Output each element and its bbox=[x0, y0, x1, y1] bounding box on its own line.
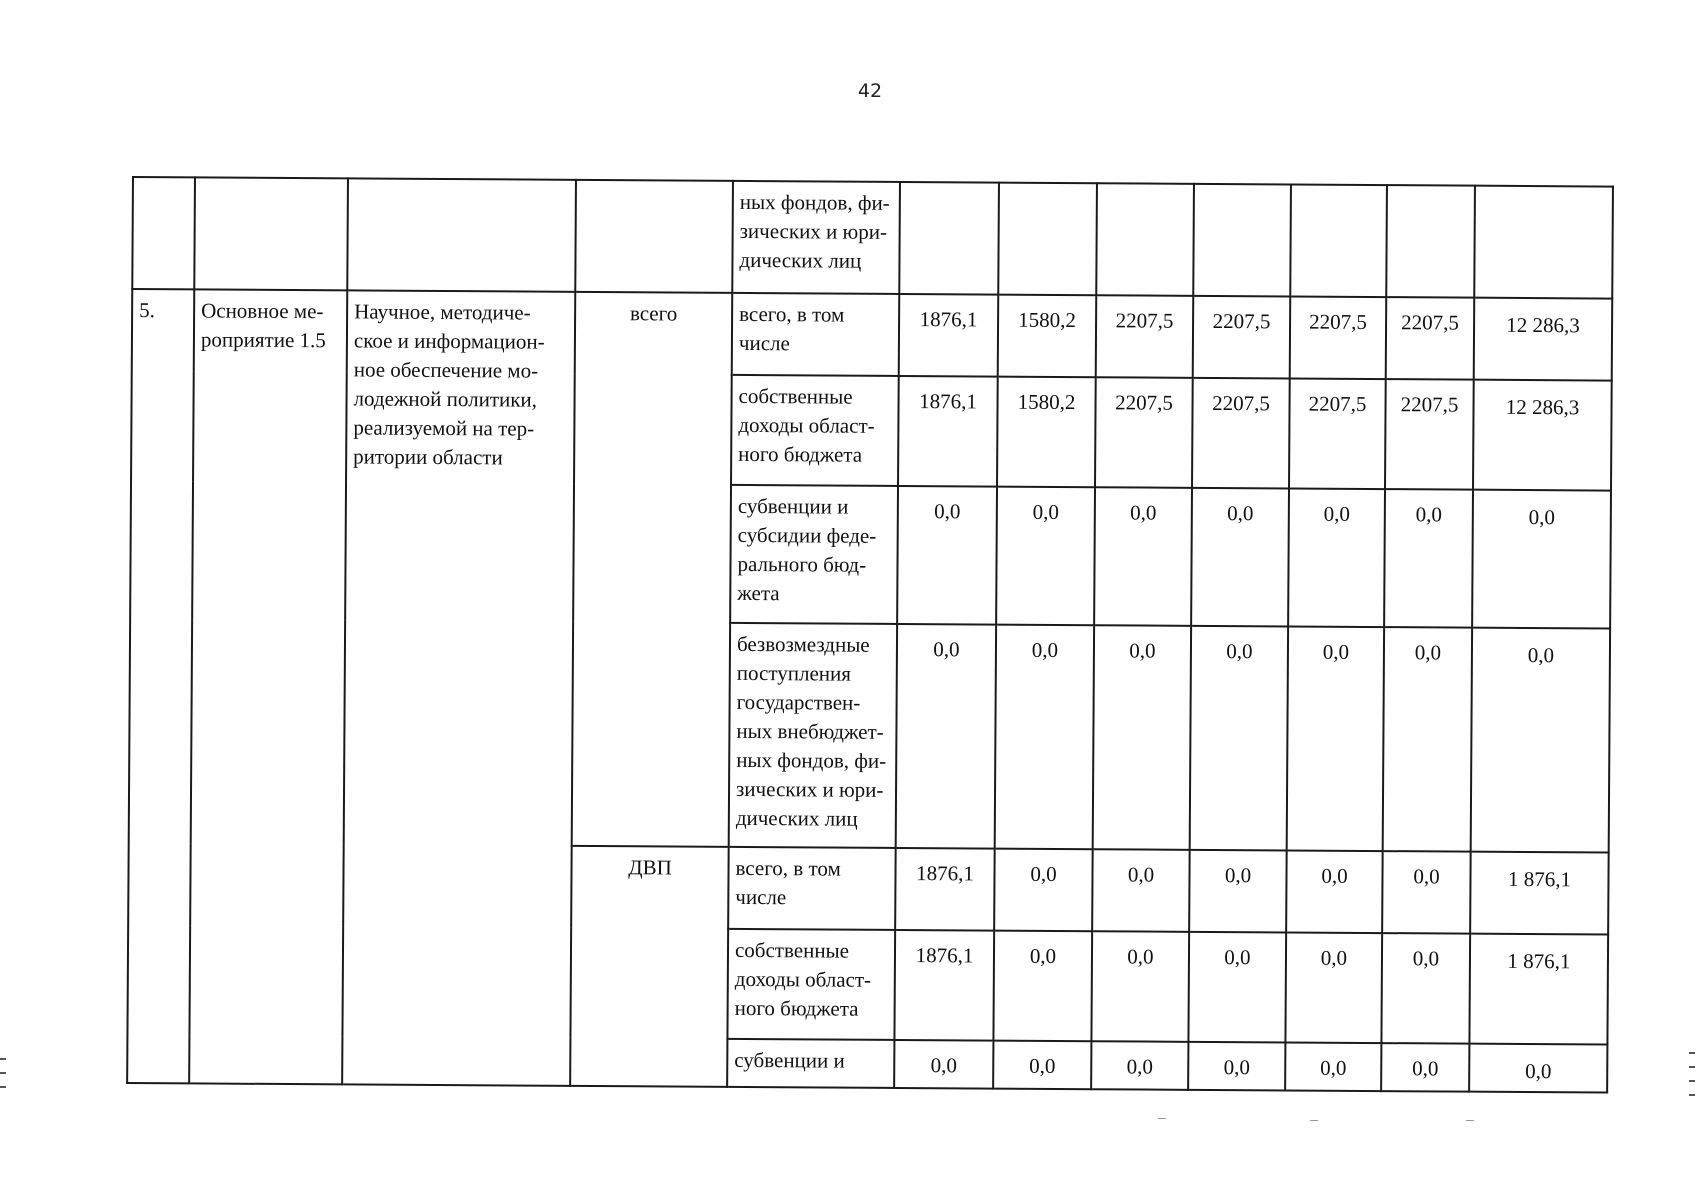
carryover-value-cell bbox=[998, 183, 1097, 296]
category-cell: всего, в том числе bbox=[728, 847, 896, 930]
scan-dash-mark bbox=[1466, 1120, 1474, 1121]
page-number: 42 bbox=[857, 80, 883, 102]
carryover-name-cell bbox=[194, 177, 348, 290]
value-cell: 0,0 bbox=[1092, 849, 1190, 932]
value-cell: 0,0 bbox=[897, 486, 997, 625]
value-cell: 1876,1 bbox=[894, 930, 994, 1041]
value-cell: 1876,1 bbox=[899, 294, 999, 377]
value-cell: 0,0 bbox=[993, 1041, 1091, 1090]
value-cell: 0,0 bbox=[1189, 850, 1287, 933]
value-cell: 0,0 bbox=[1188, 932, 1286, 1043]
value-cell: 2207,5 bbox=[1290, 296, 1387, 379]
item-description-cell: Научное, методиче-ское и информацион-ное обеспечение мо-лодежной политики, реализуемой на тер-ритории области bbox=[342, 290, 575, 1085]
value-cell: 0,0 bbox=[1288, 488, 1385, 627]
scan-dash-mark bbox=[1158, 1118, 1166, 1119]
scan-edge-mark bbox=[1689, 1066, 1695, 1068]
value-cell: 0,0 bbox=[1091, 1041, 1188, 1090]
scan-edge-mark bbox=[0, 1072, 6, 1074]
total-cell: 1 876,1 bbox=[1470, 852, 1609, 935]
value-cell: 0,0 bbox=[894, 1040, 993, 1089]
value-cell: 0,0 bbox=[1094, 487, 1192, 626]
value-cell: 0,0 bbox=[993, 931, 1092, 1042]
value-cell: 0,0 bbox=[1190, 626, 1288, 851]
value-cell: 0,0 bbox=[1384, 489, 1473, 628]
table-row bbox=[132, 289, 1612, 381]
value-cell: 2207,5 bbox=[1193, 296, 1291, 379]
value-cell: 0,0 bbox=[996, 487, 1095, 626]
value-cell: 0,0 bbox=[1383, 627, 1472, 852]
carryover-number-cell bbox=[132, 177, 195, 289]
item-name-cell: Основное ме-роприятие 1.5 bbox=[189, 289, 347, 1084]
value-cell: 2207,5 bbox=[1386, 297, 1475, 380]
scan-edge-mark bbox=[1689, 1052, 1695, 1054]
total-cell: 0,0 bbox=[1472, 490, 1611, 629]
carryover-value-cell bbox=[1290, 184, 1387, 297]
value-cell: 1876,1 bbox=[898, 376, 998, 487]
value-cell: 0,0 bbox=[995, 625, 1094, 850]
carryover-category-cell: ных фондов, фи-зических и юри-дических лиц bbox=[732, 181, 900, 294]
value-cell: 0,0 bbox=[1381, 1043, 1469, 1092]
value-cell: 0,0 bbox=[896, 624, 996, 849]
value-cell: 0,0 bbox=[1285, 1042, 1381, 1091]
funding-source-cell: всего bbox=[572, 292, 733, 847]
value-cell: 2207,5 bbox=[1289, 378, 1386, 489]
scan-edge-mark bbox=[0, 1086, 6, 1088]
carryover-value-cell bbox=[899, 182, 999, 295]
value-cell: 0,0 bbox=[1188, 1042, 1285, 1091]
total-cell: 12 286,3 bbox=[1473, 380, 1612, 491]
value-cell: 1876,1 bbox=[895, 848, 995, 931]
item-number-cell: 5. bbox=[127, 289, 194, 1083]
total-cell: 1 876,1 bbox=[1469, 934, 1608, 1045]
category-cell: субвенции и субсидии феде-рального бюд-жета bbox=[730, 485, 898, 624]
value-cell: 0,0 bbox=[994, 849, 1093, 932]
value-cell: 1580,2 bbox=[997, 377, 1096, 488]
scan-edge-mark bbox=[1689, 1094, 1695, 1096]
carryover-value-cell bbox=[1193, 184, 1291, 297]
value-cell: 2207,5 bbox=[1385, 379, 1474, 490]
value-cell: 2207,5 bbox=[1095, 377, 1193, 488]
carryover-value-cell bbox=[1096, 183, 1194, 296]
scan-dash-mark bbox=[1310, 1120, 1318, 1121]
carryover-source-cell bbox=[575, 180, 733, 293]
value-cell: 0,0 bbox=[1287, 626, 1384, 851]
carryover-total-cell bbox=[1474, 186, 1613, 299]
category-cell: всего, в том числе bbox=[732, 293, 900, 376]
carryover-description-cell bbox=[347, 178, 576, 291]
total-cell: 0,0 bbox=[1469, 1044, 1607, 1093]
value-cell: 0,0 bbox=[1091, 931, 1189, 1042]
funding-source-cell: ДВП bbox=[570, 846, 729, 1087]
value-cell: 0,0 bbox=[1093, 625, 1191, 850]
scan-edge-mark bbox=[0, 1058, 6, 1060]
value-cell: 0,0 bbox=[1286, 850, 1383, 933]
value-cell: 2207,5 bbox=[1096, 295, 1194, 378]
category-cell: собственные доходы област-ного бюджета bbox=[727, 929, 895, 1040]
category-cell: собственные доходы област-ного бюджета bbox=[731, 375, 899, 486]
carryover-value-cell bbox=[1386, 185, 1475, 298]
value-cell: 2207,5 bbox=[1192, 378, 1290, 489]
category-cell: субвенции и bbox=[727, 1039, 894, 1088]
value-cell: 0,0 bbox=[1285, 932, 1382, 1043]
value-cell: 0,0 bbox=[1191, 488, 1289, 627]
value-cell: 1580,2 bbox=[998, 295, 1097, 378]
carryover-row bbox=[132, 177, 1613, 299]
value-cell: 0,0 bbox=[1381, 933, 1470, 1044]
scan-edge-mark bbox=[1689, 1080, 1695, 1082]
budget-table bbox=[126, 176, 1614, 1094]
total-cell: 12 286,3 bbox=[1474, 298, 1613, 381]
category-cell: безвозмездные поступления государствен-ных внебюджет-ных фондов, фи-зических и юри-дических лиц bbox=[729, 623, 897, 848]
value-cell: 0,0 bbox=[1382, 851, 1471, 934]
total-cell: 0,0 bbox=[1471, 628, 1610, 853]
